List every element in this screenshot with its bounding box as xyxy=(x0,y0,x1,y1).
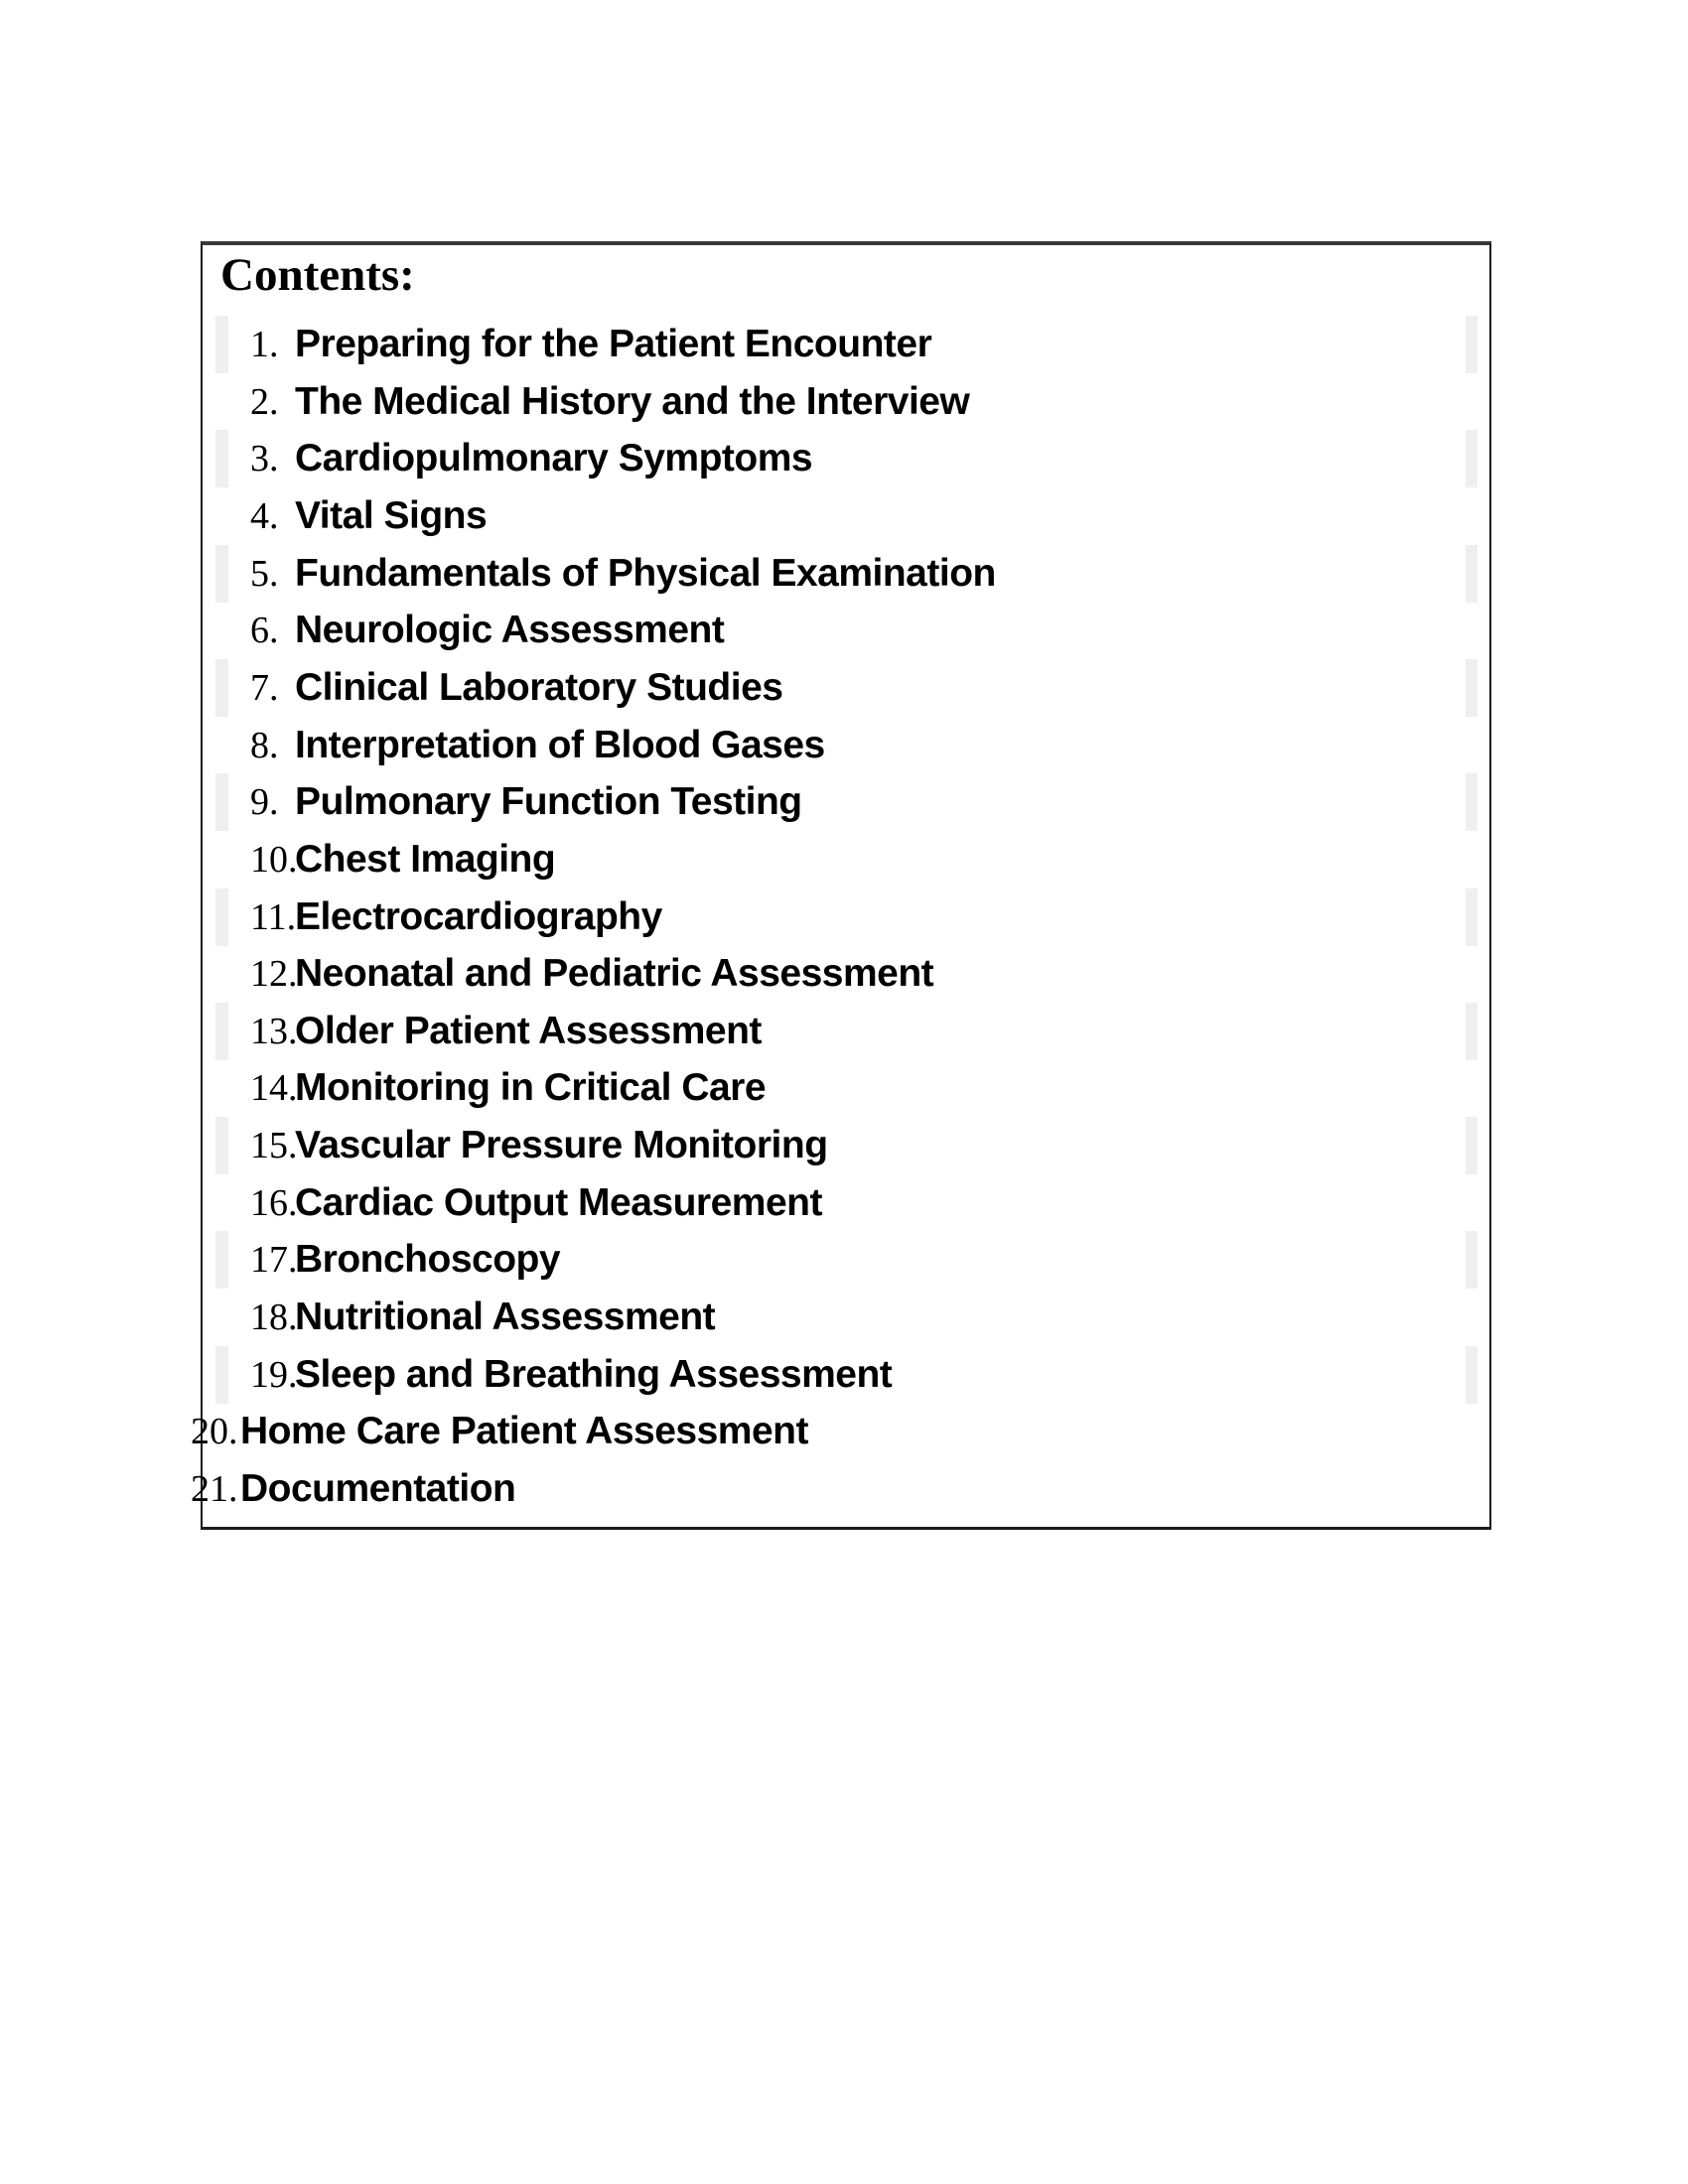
toc-item-number: 16. xyxy=(250,1181,298,1224)
toc-item xyxy=(203,430,1489,487)
highlight-bar-left xyxy=(215,430,228,487)
toc-item xyxy=(203,1174,1489,1232)
toc-item-number: 6. xyxy=(250,610,279,652)
toc-item xyxy=(203,945,1489,1003)
highlight-bar-left xyxy=(215,545,228,603)
toc-item-label: Sleep and Breathing Assessment xyxy=(295,1352,893,1396)
toc-item-number: 14. xyxy=(250,1067,298,1110)
toc-item xyxy=(203,545,1489,603)
toc-item-label: Pulmonary Function Testing xyxy=(295,780,802,824)
toc-item-label: Electrocardiography xyxy=(295,894,662,938)
toc-item-number: 10. xyxy=(250,838,298,881)
highlight-bar-right xyxy=(1466,1346,1477,1404)
toc-item-number: 11. xyxy=(250,895,297,938)
toc-item-label: The Medical History and the Interview xyxy=(295,379,970,423)
toc-item-number: 18. xyxy=(250,1297,298,1339)
toc-item xyxy=(203,487,1489,545)
toc-item-label: Vital Signs xyxy=(295,493,488,537)
highlight-bar-left xyxy=(215,1346,228,1404)
toc-item-number: 3. xyxy=(250,438,279,480)
toc-item-label: Documentation xyxy=(240,1467,516,1510)
toc-item-label: Cardiopulmonary Symptoms xyxy=(295,437,813,480)
toc-item xyxy=(203,1231,1489,1289)
toc-item-number: 21. xyxy=(191,1468,238,1510)
highlight-bar-right xyxy=(1466,1003,1477,1060)
toc-item-number: 8. xyxy=(250,724,279,766)
toc-item-number: 2. xyxy=(250,380,279,423)
toc-item-number: 12. xyxy=(250,953,298,996)
toc-item xyxy=(191,1460,1489,1518)
highlight-bar-left xyxy=(215,1117,228,1174)
highlight-bar-right xyxy=(1466,773,1477,831)
toc-item-number: 9. xyxy=(250,781,279,824)
toc-item xyxy=(203,773,1489,831)
toc-item xyxy=(203,373,1489,431)
toc-item-number: 15. xyxy=(250,1125,298,1167)
toc-item-label: Neonatal and Pediatric Assessment xyxy=(295,952,934,996)
toc-item xyxy=(203,1289,1489,1346)
highlight-bar-right xyxy=(1466,430,1477,487)
toc-item xyxy=(203,316,1489,373)
highlight-bar-right xyxy=(1466,1231,1477,1289)
toc-item xyxy=(203,888,1489,946)
highlight-bar-left xyxy=(215,888,228,946)
highlight-bar-right xyxy=(1466,1117,1477,1174)
toc-item xyxy=(203,1003,1489,1060)
toc-item xyxy=(203,831,1489,888)
toc-item-label: Home Care Patient Assessment xyxy=(240,1410,808,1453)
toc-item-number: 13. xyxy=(250,1010,298,1052)
toc-item-label: Interpretation of Blood Gases xyxy=(295,723,825,766)
highlight-bar-right xyxy=(1466,316,1477,373)
highlight-bar-left xyxy=(215,1231,228,1289)
contents-title: Contents: xyxy=(220,249,415,301)
toc-item-label: Neurologic Assessment xyxy=(295,609,725,652)
toc-item xyxy=(203,717,1489,774)
toc-item-number: 5. xyxy=(250,552,279,595)
toc-item-label: Chest Imaging xyxy=(295,837,556,881)
highlight-bar-right xyxy=(1466,545,1477,603)
toc-item xyxy=(191,1403,1489,1460)
highlight-bar-left xyxy=(215,316,228,373)
toc-item-label: Monitoring in Critical Care xyxy=(295,1066,767,1110)
highlight-bar-left xyxy=(215,659,228,717)
toc-item xyxy=(203,1346,1489,1404)
highlight-bar-left xyxy=(215,773,228,831)
toc-item-number: 19. xyxy=(250,1353,298,1396)
toc-item-label: Fundamentals of Physical Examination xyxy=(295,551,996,595)
toc-item-number: 20. xyxy=(191,1411,238,1453)
highlight-bar-left xyxy=(215,1003,228,1060)
toc-item-label: Vascular Pressure Monitoring xyxy=(295,1124,828,1167)
highlight-bar-right xyxy=(1466,659,1477,717)
toc-item-number: 17. xyxy=(250,1239,298,1282)
highlight-bar-right xyxy=(1466,888,1477,946)
toc-list xyxy=(191,245,1489,1527)
toc-item xyxy=(203,1117,1489,1174)
toc-item-number: 4. xyxy=(250,494,279,537)
toc-item xyxy=(203,602,1489,659)
toc-item xyxy=(203,1059,1489,1117)
contents-box xyxy=(191,241,1491,1530)
toc-item-label: Clinical Laboratory Studies xyxy=(295,665,783,709)
toc-item xyxy=(203,659,1489,717)
toc-item-label: Cardiac Output Measurement xyxy=(295,1180,822,1224)
toc-item-label: Older Patient Assessment xyxy=(295,1009,762,1052)
toc-item-label: Bronchoscopy xyxy=(295,1238,561,1282)
toc-item-label: Preparing for the Patient Encounter xyxy=(295,323,932,365)
toc-item-number: 1. xyxy=(250,324,279,365)
toc-item-label: Nutritional Assessment xyxy=(295,1296,716,1339)
toc-item-number: 7. xyxy=(250,666,279,709)
